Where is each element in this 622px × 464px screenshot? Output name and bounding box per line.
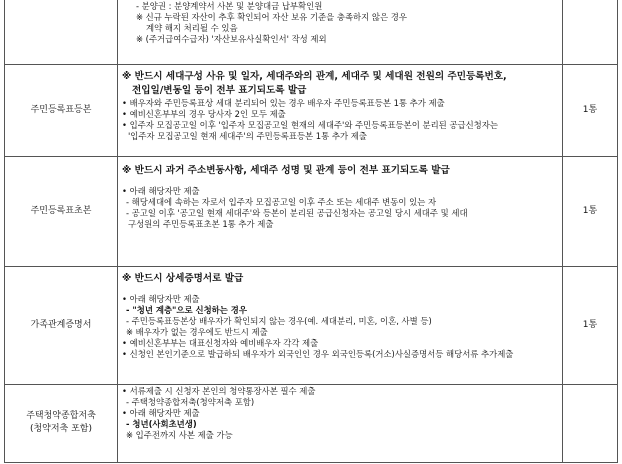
doc-content-cell <box>118 0 563 64</box>
doc-name-cell: 주택청약종합저축 (청약저축 포함) <box>5 384 118 462</box>
content-line: • 아래 해당자만 제출 <box>122 293 200 304</box>
content-line: ※ 신규 누락된 자산이 추후 확인되어 자산 보유 기준을 충족하지 않은 경우 <box>136 12 407 22</box>
doc-content-cell <box>118 64 563 156</box>
content-line: 구성원의 주민등록표초본 1통 추가 제출 <box>128 218 274 229</box>
content-line: • 예비신혼부부는 대표신청자와 예비배우자 각각 제출 <box>122 337 319 348</box>
content-line: • 서류제출 시 신청자 본인의 청약통장사본 필수 제출 <box>122 385 316 396</box>
doc-content-cell <box>118 266 563 384</box>
issue-notice: ※ 반드시 상세증명서로 발급 <box>122 272 244 284</box>
doc-qty-cell: 1통 <box>563 156 618 266</box>
content-line: • 신청인 본인기준으로 발급하되 배우자가 외국인인 경우 외국인등록(거소)사실증명서등 해당서류 추가제출 <box>122 348 514 359</box>
content-line: • 아래 해당자만 제출 <box>122 407 200 418</box>
required-documents-table <box>4 0 618 463</box>
content-line: - 주민등록표등본상 배우자가 확인되지 않는 경우(예. 세대분리, 미혼, 이혼, 사별 등) <box>126 315 432 326</box>
content-line: - 분양권 : 분양계약서 사본 및 분양대금 납부확인원 <box>136 1 323 11</box>
doc-qty-cell: 1통 <box>563 266 618 384</box>
doc-name-cell <box>5 0 118 64</box>
content-line: ※ (주거급여수급자) '자산보유사실확인서' 작성 제외 <box>136 34 327 44</box>
doc-content-cell <box>118 156 563 266</box>
issue-notice: 전입일/변동일 등이 전부 표기되도록 발급 <box>132 84 307 96</box>
doc-name-cell: 주민등록표초본 <box>5 156 118 266</box>
content-line: • 배우자와 주민등록표상 세대 분리되어 있는 경우 배우자 주민등록표등본 1통 추가 제출 <box>122 97 445 108</box>
table-row <box>5 64 618 156</box>
doc-qty-cell <box>563 384 618 462</box>
content-line: • 예비신혼부부의 경우 당사자 2인 모두 제출 <box>122 108 286 119</box>
table-row <box>5 156 618 266</box>
content-line: • 아래 해당자만 제출 <box>122 185 200 196</box>
content-line: - 주택청약종합저축(청약저축 포함) <box>126 396 255 407</box>
content-line: ※ 입주전까지 사본 제출 가능 <box>126 429 233 440</box>
content-line: '입주자 모집공고일 현재 세대주'의 주민등록표등본 1통 추가 제출 <box>128 130 367 141</box>
doc-name-cell: 주민등록표등본 <box>5 64 118 156</box>
content-line: - "청년 계층"으로 신청하는 경우 <box>126 304 247 315</box>
content-line: ※ 배우자가 없는 경우에도 반드시 제출 <box>126 326 268 337</box>
content-line: • 입주자 모집공고일 이후 '입주자 모집공고일 현재의 세대주'와 주민등록표등본이 분리된 공급신청자는 <box>122 119 498 130</box>
content-line: 계약 해지 처리될 수 있음 <box>146 23 238 33</box>
table-row <box>5 0 618 64</box>
issue-notice: ※ 반드시 세대구성 사유 및 일자, 세대주와의 관계, 세대주 및 세대원 전원의 주민등록번호, <box>122 70 507 82</box>
doc-qty-cell <box>563 0 618 64</box>
content-line: - 해당세대에 속하는 자로서 입주자 모집공고일 이후 주소 또는 세대주 변동이 있는 자 <box>126 196 437 207</box>
content-line: - 청년(사회초년생) <box>126 418 197 429</box>
doc-content-cell <box>118 384 563 462</box>
content-line: - 공고일 이후 '공고일 현재 세대주'와 등본이 분리된 공급신청자는 공고일 당시 세대주 및 세대 <box>126 207 468 218</box>
table-row <box>5 384 618 462</box>
issue-notice: ※ 반드시 과거 주소변동사항, 세대주 성명 및 관계 등이 전부 표기되도록 발급 <box>122 164 450 176</box>
doc-qty-cell: 1통 <box>563 64 618 156</box>
table-row <box>5 266 618 384</box>
doc-name-cell: 가족관계증명서 <box>5 266 118 384</box>
